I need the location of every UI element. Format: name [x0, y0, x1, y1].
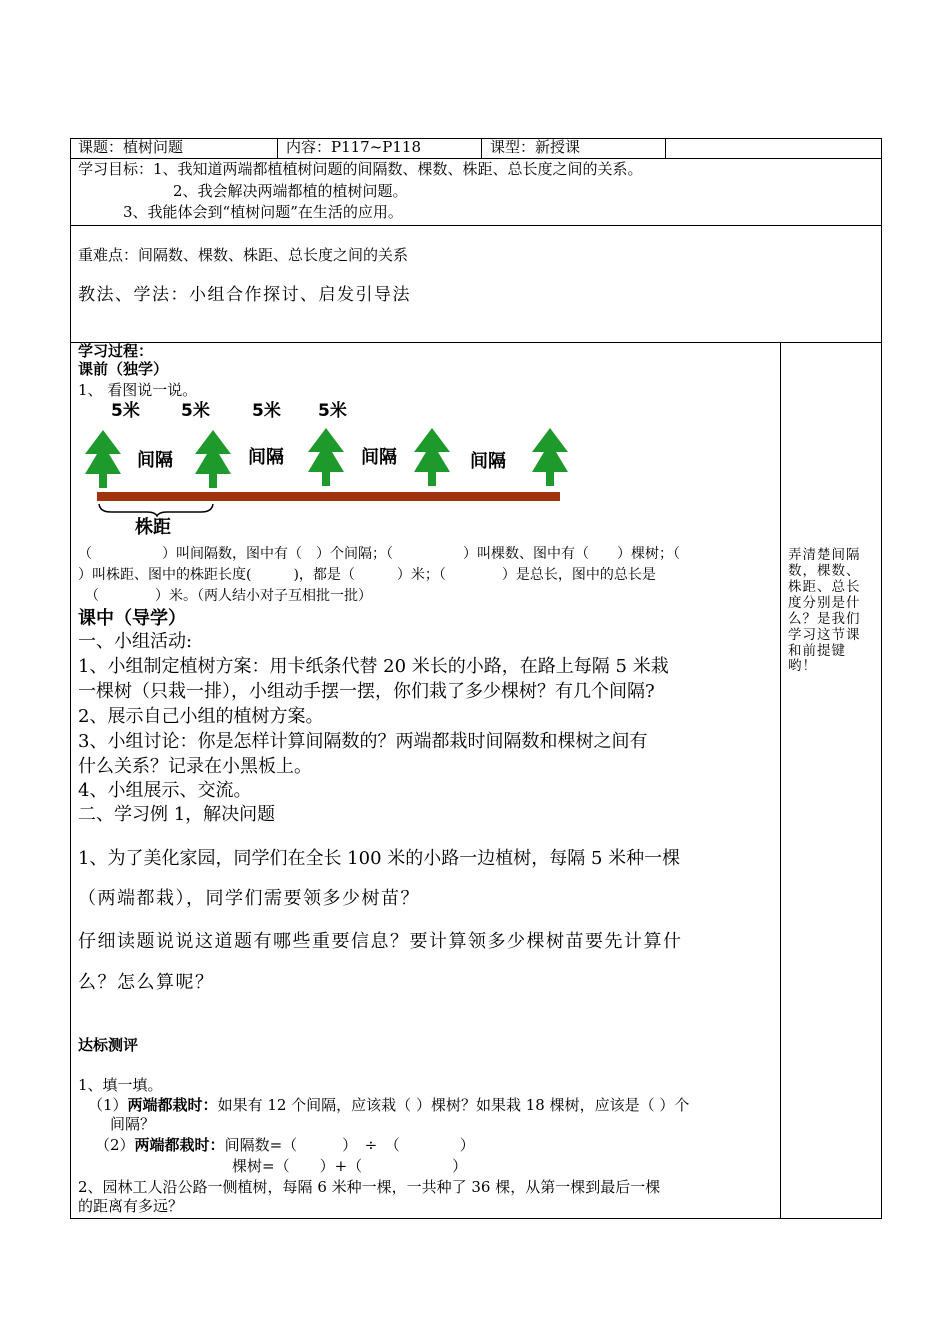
problem-2-condition: 两端都栽时：: [134, 1136, 225, 1154]
activity-1a: 1、小组制定植树方案：用卡纸条代替 20 米长的小路，在路上每隔 5 米栽: [78, 656, 669, 677]
fill-in-title: 1、填一填。: [78, 1076, 163, 1094]
activity-3a: 3、小组讨论：你是怎样计算间隔数的？两端都栽时间隔数和棵树之间有: [78, 731, 648, 752]
example-1a: 1、为了美化家园，同学们在全长 100 米的小路一边植树，每隔 5 米种一棵: [78, 848, 681, 869]
spacing-label: 株距: [135, 517, 171, 538]
process-title: 学习过程：: [78, 342, 154, 360]
tree-icon: [195, 430, 231, 488]
activity-4: 4、小组展示、交流。: [78, 780, 252, 801]
fill-line-2: ）叫株距、图中的株距长度( )，都是（ ）米；（ ）是总长，图中的总长是: [78, 567, 656, 583]
problem-1-condition: 两端都栽时：: [127, 1096, 218, 1114]
problem-1-number: （1）: [88, 1096, 128, 1114]
problem-3a: 2、园林工人沿公路一侧植树，每隔 6 米种一棵，一共种了 36 棵，从第一棵到最后一棵: [78, 1178, 661, 1196]
fill-line-3: （ ）米。（两人结小对子互相批一批）: [85, 588, 372, 604]
col-divider: [665, 138, 666, 159]
goal-line-1: 学习目标：1、我知道两端都植植树问题的间隔数、棵数、株距、总长度之间的关系。: [78, 160, 643, 178]
road-bar: [97, 492, 560, 501]
row-divider: [70, 225, 882, 226]
col-divider: [277, 138, 278, 159]
activity-3b: 什么关系？记录在小黑板上。: [78, 756, 312, 777]
problem-1: [88, 1097, 689, 1114]
gap-label: 间隔: [361, 447, 397, 468]
activity-2: 2、展示自己小组的植树方案。: [78, 706, 324, 727]
col-divider: [481, 138, 482, 159]
problem-2-number: （2）: [95, 1136, 135, 1154]
fill-line-1: （ ）叫间隔数，图中有（ ）个间隔；（ ）叫棵数、图中有（ ）棵树；（: [78, 546, 680, 562]
distance-label: 5米: [318, 401, 347, 421]
header-type: 课型：新授课: [490, 138, 581, 156]
gap-label: 间隔: [470, 451, 506, 472]
question-1: 仔细读题说说这道题有哪些重要信息？要计算领多少棵树苗要先计算什: [78, 931, 683, 952]
header-content: 内容：P117~P118: [286, 138, 422, 156]
example-1b: （两端都栽），同学们需要领多少树苗？: [78, 888, 420, 909]
goal-line-2: 2、我会解决两端都植的植树问题。: [173, 182, 408, 200]
gap-label: 间隔: [248, 447, 284, 468]
group-activity-title: 一、小组活动:: [78, 631, 193, 652]
look-say: 1、 看图说一说。: [78, 381, 198, 399]
example-title: 二、学习例 1，解决问题: [78, 804, 276, 825]
spacing-brace: [97, 503, 217, 517]
teaching-methods: 教法、学法：小组合作探讨、启发引导法: [78, 285, 411, 305]
distance-label: 5米: [111, 401, 140, 421]
col-divider: [780, 342, 781, 1219]
pre-class-title: 课前（独学）: [78, 360, 169, 378]
tree-icon: [85, 430, 121, 488]
evaluation-title: 达标测评: [78, 1036, 139, 1054]
problem-1-text: 如果有 12 个间隔，应该栽（ ）棵树？如果栽 18 棵树，应该是（ ）个: [217, 1096, 690, 1114]
distance-label: 5米: [252, 401, 281, 421]
tree-icon: [532, 428, 568, 486]
key-points: 重难点：间隔数、棵数、株距、总长度之间的关系: [78, 246, 409, 264]
mid-class-title: 课中（导学）: [78, 608, 186, 629]
activity-1b: 一棵树（只栽一排），小组动手摆一摆，你们栽了多少棵树？有几个间隔?: [78, 681, 655, 702]
gap-label: 间隔: [137, 450, 173, 471]
problem-1-continued: 间隔？: [110, 1115, 156, 1133]
question-2: 么？怎么算呢？: [78, 972, 215, 993]
goal-line-3: 3、我能体会到“植树问题”在生活的应用。: [123, 203, 403, 221]
tree-icon: [308, 428, 344, 486]
problem-2: [95, 1137, 475, 1154]
problem-2-text: 间隔数=（ ） ÷ （ ）: [224, 1136, 475, 1154]
problem-3b: 的距离有多远？: [78, 1197, 184, 1215]
header-subject: 课题：植树问题: [78, 138, 184, 156]
problem-2-line-2: 棵树=（ ）+（ ）: [232, 1157, 468, 1175]
tree-icon: [414, 428, 450, 486]
sidebar-note: 弄清楚间隔数，棵数、株距、总长度分别是什么？是我们学习这节课和前提键哟！: [788, 547, 861, 675]
row-divider: [70, 342, 882, 343]
distance-label: 5米: [181, 401, 210, 421]
row-divider: [70, 158, 882, 159]
